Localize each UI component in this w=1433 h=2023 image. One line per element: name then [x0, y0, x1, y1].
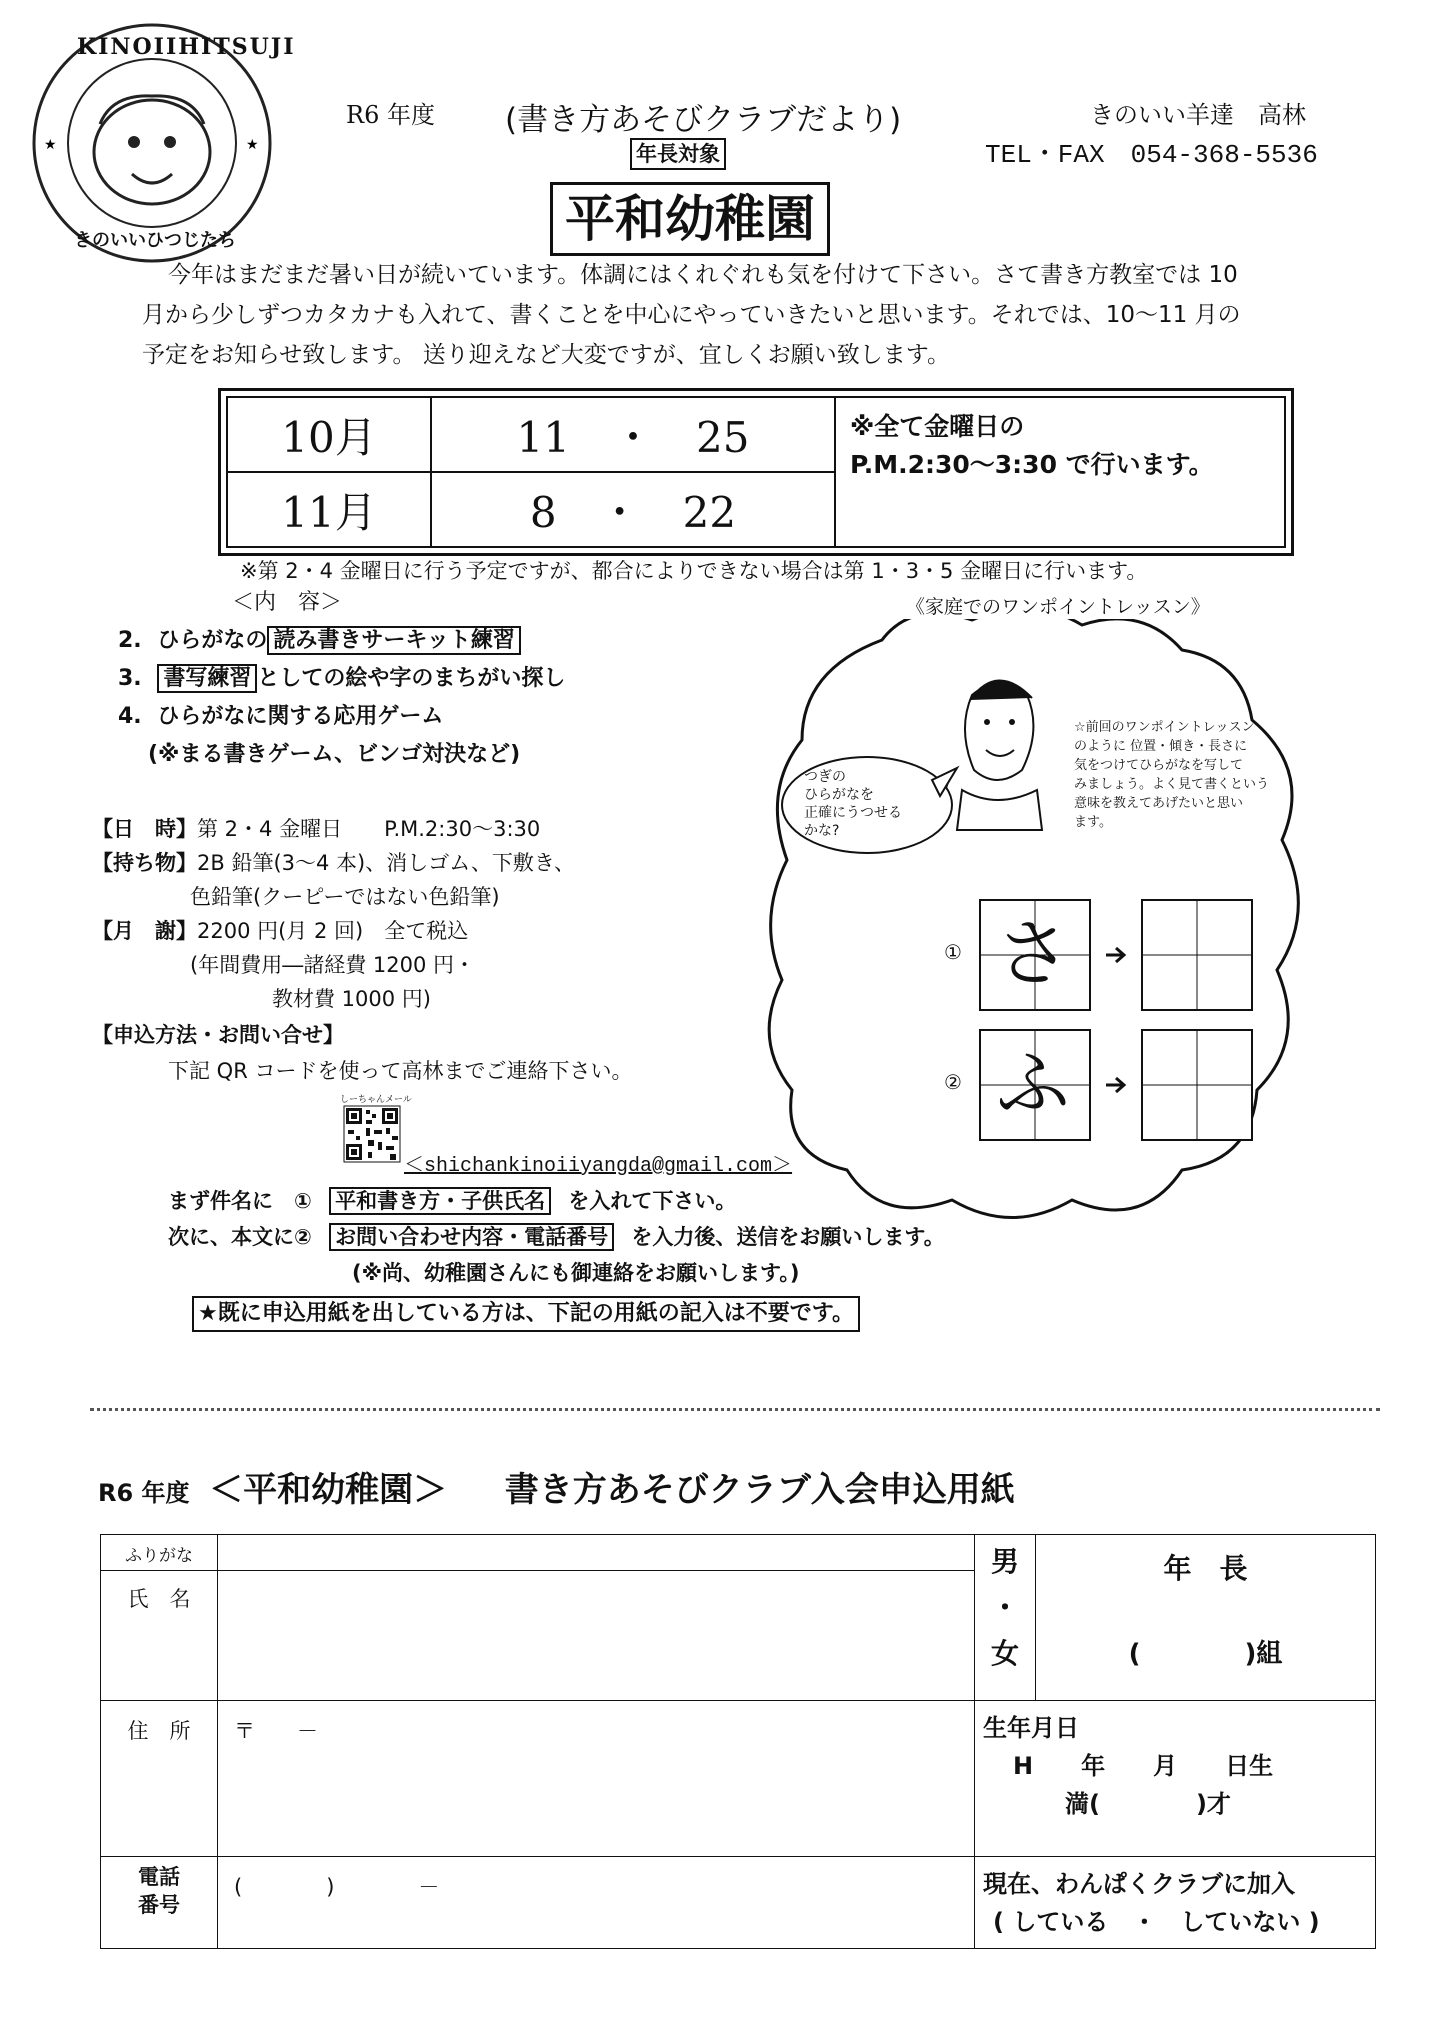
notice-box: ★既に申込用紙を出している方は、下記の用紙の記入は不要です。	[192, 1296, 860, 1332]
speech-line: つぎの	[804, 769, 846, 785]
content-item-boxed: 読み書きサーキット練習	[267, 626, 521, 655]
birth-label: 生年月日	[983, 1714, 1079, 1742]
phone-field[interactable]	[218, 1857, 975, 1949]
datetime-row	[92, 814, 540, 844]
speech-line: 正確にうつせる	[804, 805, 902, 821]
age-field[interactable]: 満( )才	[1065, 1790, 1231, 1818]
schedule-footnote: ※第 2・4 金曜日に行う予定ですが、都合によりできない場合は第 1・3・5 金曜日に行います。	[240, 559, 1148, 583]
header-title: (書き方あそびクラブだより)	[505, 102, 902, 138]
svg-text:★: ★	[44, 137, 57, 153]
form-title-main: 書き方あそびクラブ入会申込用紙	[504, 1470, 1015, 1510]
items-value-1: 2B 鉛筆(3～4 本)、消しゴム、下敷き、	[197, 851, 576, 875]
instruction-1-pre: まず件名に ①	[168, 1189, 312, 1213]
sex-male[interactable]: 男	[990, 1545, 1019, 1578]
fee-label: 【月 謝】	[92, 919, 197, 943]
content-item-text: ひらがなに関する応用ゲーム	[157, 704, 444, 729]
qr-caption: しーちゃんメール	[340, 1095, 412, 1105]
club-cell[interactable]	[975, 1857, 1376, 1949]
lesson-note	[1074, 718, 1269, 832]
contents-sub-note: (※まる書きゲーム、ビンゴ対決など)	[148, 742, 521, 767]
exercise-1-number: ①	[944, 940, 962, 964]
datetime-value: 第 2・4 金曜日 P.M.2:30～3:30	[197, 817, 541, 841]
intro-line-3: 予定をお知らせ致します。 送り迎えなど大変ですが、宜しくお願い致します。	[142, 342, 950, 368]
lesson-heading: 《家庭でのワンポイントレッスン》	[902, 592, 1214, 619]
phone-label-2: 番号	[138, 1893, 180, 1917]
speech-line: かな?	[804, 823, 840, 839]
phone-label-1: 電話	[138, 1865, 180, 1889]
kindergarten-name: 平和幼稚園	[550, 182, 830, 256]
instruction-line-1	[168, 1186, 736, 1216]
furigana-label: ふりがな	[101, 1535, 218, 1571]
birth-value[interactable]: H 年 月 日生	[1013, 1752, 1274, 1780]
club-options[interactable]: ( している ・ していない )	[993, 1908, 1320, 1936]
grade-cell	[1036, 1535, 1376, 1701]
name-label: 氏 名	[101, 1571, 218, 1701]
note-line: ます。	[1074, 815, 1112, 830]
speech-line: ひらがなを	[804, 787, 874, 803]
stamp-text-bottom: きのいいひつじたち	[74, 230, 236, 251]
qr-email-link[interactable]: ＜shichankinoiiyangda@gmail.com＞	[404, 1155, 793, 1178]
instruction-1-box: 平和書き方・子供氏名	[329, 1187, 551, 1215]
fee-row	[92, 916, 468, 946]
sex-cell[interactable]	[975, 1535, 1036, 1701]
schedule-note-line-1: ※全て金曜日の	[850, 412, 1025, 441]
content-item-num: 3.	[118, 666, 142, 691]
stamp-text-top: KINOIIHITSUJI	[77, 34, 296, 60]
header-year: R6 年度	[346, 101, 435, 129]
note-line: 意味を教えてあげたいと思い	[1074, 796, 1244, 811]
exercise-1-char: さ	[996, 911, 1070, 997]
note-line: ☆前回のワンポイントレッスン	[1074, 720, 1255, 735]
exercise-2-number: ②	[944, 1070, 962, 1094]
items-row	[92, 848, 575, 878]
club-question: 現在、わんぱくクラブに加入	[983, 1870, 1295, 1898]
schedule-month: 10月	[227, 397, 431, 472]
intro-line-2: 月から少しずつカタカナも入れて、書くことを中心にやっていきたいと思います。それでは、10～11 月の	[142, 302, 1241, 328]
grade-label: 年 長	[1163, 1552, 1248, 1585]
instruction-line-3: (※尚、幼稚園さんにも御連絡をお願いします。)	[352, 1261, 800, 1285]
fee-value-1: 2200 円(月 2 回) 全て税込	[197, 919, 469, 943]
items-value-2: 色鉛筆(クーピーではない色鉛筆)	[190, 885, 500, 909]
apply-label: 【申込方法・お問い合せ】	[92, 1023, 344, 1047]
qr-code[interactable]	[330, 1092, 414, 1176]
content-item-boxed: 書写練習	[157, 664, 257, 693]
form-title-year: R6 年度	[98, 1479, 190, 1507]
application-form	[100, 1534, 1376, 1949]
content-item-num: 2.	[118, 628, 142, 653]
intro-line-1: 今年はまだまだ暑い日が続いています。体調にはくれぐれも気を付けて下さい。さて書き方教室では 10	[168, 262, 1238, 288]
schedule-month: 11月	[227, 472, 431, 547]
speech-bubble	[804, 768, 902, 840]
schedule-note	[835, 397, 1285, 547]
postal-mark: 〒 －	[234, 1719, 318, 1743]
sex-female[interactable]: 女	[990, 1637, 1019, 1670]
contents-heading: ＜内 容＞	[232, 590, 343, 615]
schedule-row	[227, 397, 1285, 472]
content-item-num: 4.	[118, 704, 142, 729]
items-label: 【持ち物】	[92, 851, 197, 875]
note-line: 気をつけてひらがなを写して	[1074, 758, 1244, 773]
name-field[interactable]	[218, 1571, 975, 1701]
schedule-table	[226, 396, 1286, 548]
datetime-label: 【日 時】	[92, 817, 197, 841]
furigana-field[interactable]	[218, 1535, 975, 1571]
fee-value-3: 教材費 1000 円)	[272, 987, 431, 1011]
apply-value: 下記 QR コードを使って高林までご連絡下さい。	[168, 1059, 633, 1083]
header-org: きのいい羊達 高林	[1090, 101, 1306, 129]
club-stamp-logo	[22, 14, 296, 272]
exercise-2-char: ふ	[996, 1041, 1070, 1127]
schedule-box	[218, 388, 1294, 556]
form-title	[98, 1462, 1015, 1511]
lesson-cloud	[752, 596, 1322, 1240]
cut-line	[90, 1408, 1380, 1411]
fee-value-2: (年間費用―諸経費 1200 円・	[190, 953, 475, 977]
note-line: みましょう。よく見て書くという	[1074, 777, 1270, 792]
form-title-kinder: ＜平和幼稚園＞	[209, 1470, 448, 1510]
schedule-dates: 8 ・ 22	[431, 472, 835, 547]
content-item	[118, 664, 565, 694]
class-field[interactable]: ( )組	[1128, 1639, 1283, 1669]
content-item-text: ひらがなの	[157, 628, 268, 653]
note-line: のように 位置・傾き・長さに	[1074, 739, 1248, 754]
phone-label	[101, 1857, 218, 1949]
header-tel: TEL・FAX 054-368-5536	[985, 140, 1318, 170]
address-label: 住 所	[101, 1701, 218, 1857]
svg-text:★: ★	[246, 137, 259, 153]
header-target: 年長対象	[630, 138, 726, 170]
address-field[interactable]	[218, 1701, 975, 1857]
content-item	[118, 702, 443, 732]
instruction-2-post: を入力後、送信をお願いします。	[631, 1225, 945, 1249]
schedule-note-line-2: P.M.2:30～3:30 で行います。	[850, 450, 1214, 479]
instruction-2-pre: 次に、本文に②	[168, 1225, 312, 1249]
content-item-text: としての絵や字のまちがい探し	[257, 666, 566, 691]
instruction-1-post: を入れて下さい。	[568, 1189, 737, 1213]
birth-cell[interactable]	[975, 1701, 1376, 1857]
content-item	[118, 626, 521, 656]
instruction-2-box: お問い合わせ内容・電話番号	[329, 1223, 614, 1251]
schedule-dates: 11 ・ 25	[431, 397, 835, 472]
sex-dot: ・	[990, 1591, 1019, 1624]
phone-format: ( ) －	[234, 1875, 440, 1899]
